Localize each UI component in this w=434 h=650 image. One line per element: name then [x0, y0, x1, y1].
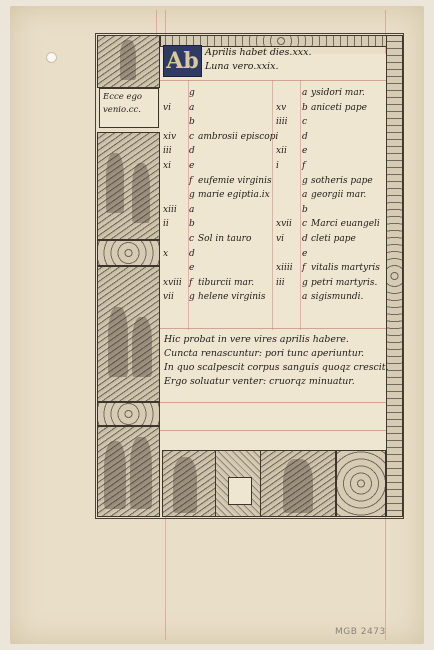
woodcut-floral-panel	[336, 450, 386, 517]
calendar-cell: xv	[276, 102, 287, 113]
calendar-cell: xvii	[276, 219, 292, 230]
calendar-cell: aniceti pape	[311, 102, 367, 113]
calendar-cell: Sol in tauro	[198, 234, 252, 244]
calendar-cell: eufemie virginis	[198, 175, 272, 186]
calendar-cell: f	[189, 277, 193, 288]
calendar-cell: xi	[163, 161, 171, 171]
calendar-cell: vi	[163, 102, 171, 113]
calendar-cell: g	[189, 190, 195, 201]
calendar-cell: xiv	[163, 131, 177, 142]
calendar-cell: georgii mar.	[311, 190, 367, 201]
column-ruling	[272, 80, 273, 330]
calendar-cell: iiii	[276, 117, 288, 128]
calendar-cell: vitalis martyris	[311, 263, 380, 274]
calendar-cell: x	[163, 248, 169, 259]
heading-line: Luna vero.xxix.	[205, 61, 279, 72]
horizontal-ruling	[160, 430, 386, 431]
calendar-cell: iii	[276, 277, 285, 288]
calendar-cell: g	[302, 277, 308, 288]
woodcut-figure-panel	[260, 450, 336, 517]
horizontal-ruling	[160, 402, 386, 403]
calendar-cell: f	[302, 263, 306, 274]
woodcut-nativity-panel	[97, 266, 160, 402]
month-heading	[205, 46, 312, 74]
calendar-cell: b	[302, 204, 308, 215]
calendar-cell: tiburcii mar.	[198, 277, 255, 288]
woodcut-ornament-strip	[97, 402, 160, 426]
calendar-cell: a	[189, 204, 195, 215]
calendar-cell: cleti pape	[311, 234, 356, 244]
collection-stamp: MGB 2473	[335, 627, 386, 637]
caption-line: Ecce ego	[103, 92, 143, 102]
woodcut-annunciation-panel	[97, 132, 160, 240]
calendar-cell: f	[189, 175, 193, 186]
calendar-cell: vi	[276, 234, 284, 244]
calendar-cell: xiiii	[276, 263, 293, 274]
heading-line: Aprilis habet dies.xxx.	[205, 47, 312, 58]
verse-line: In quo scalpescit corpus sanguis quoqz crescit.	[164, 362, 389, 373]
calendar-cell: xiii	[163, 204, 177, 215]
calendar-cell: xii	[276, 146, 287, 157]
calendar-cell: helene virginis	[198, 292, 266, 303]
verse-line: Cuncta renascuntur: pori tunc aperiuntur.	[164, 348, 365, 359]
calendar-cell: b	[189, 219, 195, 230]
calendar-cell: d	[189, 248, 195, 259]
calendar-cell: d	[302, 131, 308, 142]
calendar-cell: c	[302, 117, 308, 128]
calendar-cell: d	[302, 234, 308, 244]
horizontal-ruling	[160, 328, 386, 329]
calendar-cell: petri martyris.	[311, 277, 378, 288]
calendar-cell: g	[302, 175, 308, 186]
calendar-cell: a	[302, 190, 308, 201]
calendar-cell: c	[302, 219, 308, 230]
calendar-cell: e	[189, 161, 195, 171]
column-ruling	[300, 80, 301, 330]
calendar-cell: g	[189, 88, 195, 98]
calendar-cell: ysidori mar.	[311, 88, 365, 98]
calendar-cell: c	[189, 234, 195, 244]
calendar-cell: d	[189, 146, 195, 157]
calendar-cell: sotheris pape	[311, 175, 373, 186]
calendar-cell: iii	[163, 146, 172, 157]
calendar-cell: marie egiptia.ix	[198, 190, 270, 201]
calendar-cell: b	[189, 117, 195, 128]
calendar-cell: vii	[163, 292, 174, 303]
calendar-cell: xviii	[163, 277, 182, 288]
horizontal-ruling	[160, 80, 386, 81]
calendar-cell: b	[302, 102, 308, 113]
calendar-cell: ii	[163, 219, 169, 230]
calendar-cell: g	[189, 292, 195, 303]
calendar-cell: a	[302, 88, 308, 98]
woodcut-christ-panel	[97, 35, 160, 88]
calendar-cell: e	[189, 263, 195, 274]
woodcut-right-border	[386, 35, 403, 517]
binding-hole	[46, 52, 57, 63]
calendar-cell: e	[302, 146, 308, 157]
illuminated-initial: Ab	[163, 45, 202, 77]
calendar-cell: a	[189, 102, 195, 113]
woodcut-shrine-panel	[215, 450, 262, 517]
woodcut-saints-panel	[97, 426, 160, 517]
verse-line: Ergo soluatur venter: cruorqz minuatur.	[164, 376, 355, 387]
verse-line: Hic probat in vere vires aprilis habere.	[164, 334, 349, 345]
calendar-cell: sigismundi.	[311, 292, 364, 303]
calendar-cell: a	[302, 292, 308, 303]
calendar-cell: i	[276, 161, 279, 171]
calendar-cell: e	[302, 248, 308, 259]
woodcut-ornament-strip	[97, 240, 160, 266]
caption-line: venio.cc.	[103, 105, 141, 115]
calendar-cell: ambrosii episcopi	[198, 131, 279, 142]
calendar-cell: Marci euangeli	[311, 219, 380, 230]
calendar-cell: c	[189, 131, 195, 142]
caption-box	[99, 88, 159, 128]
calendar-cell: f	[302, 161, 306, 171]
